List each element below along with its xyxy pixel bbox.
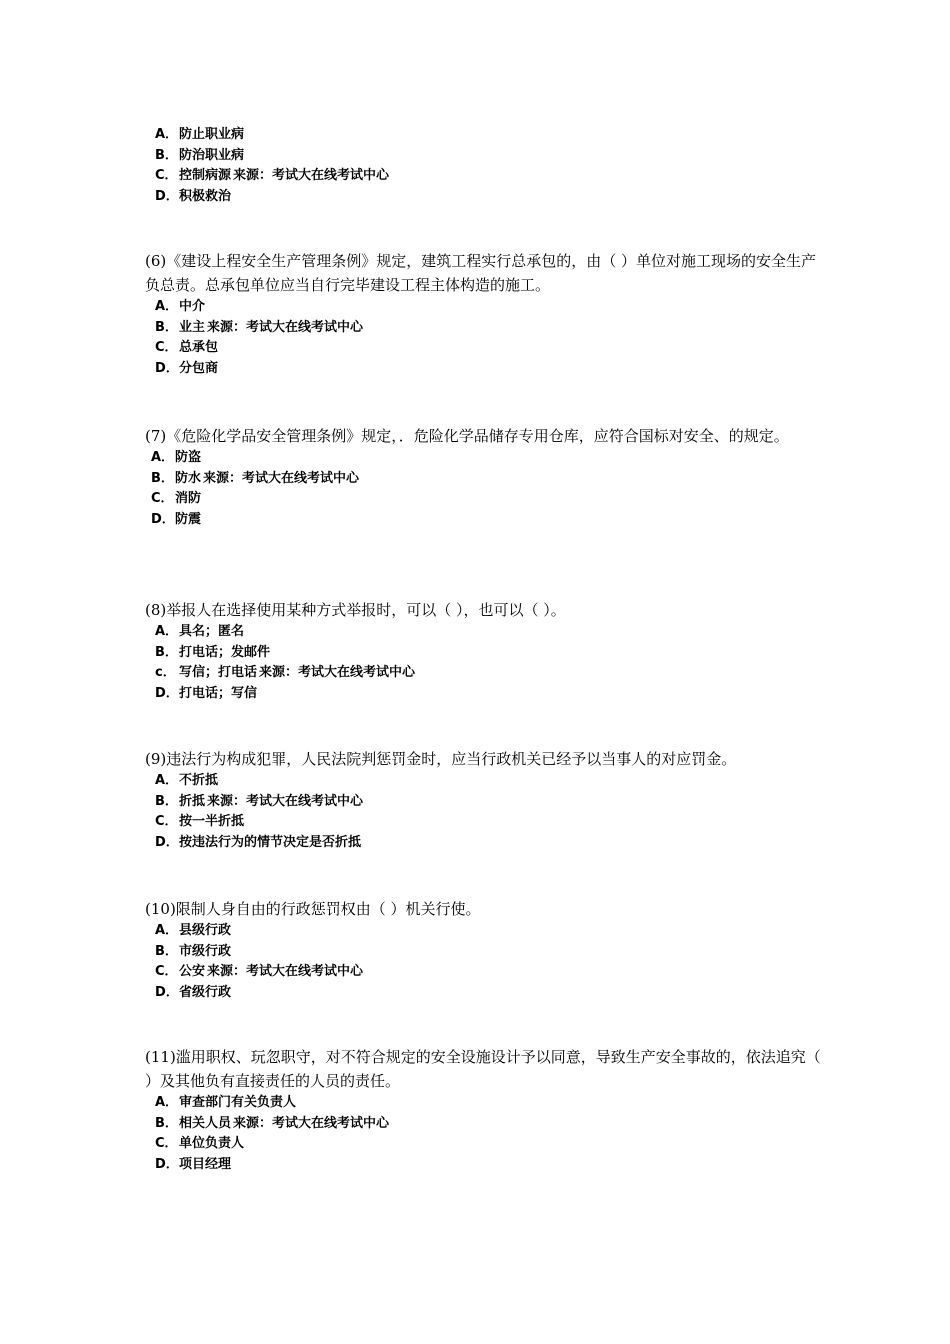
option-text: 打电话；写信 (179, 685, 258, 701)
option-text: 市级行政 (179, 943, 232, 959)
option-text: 防水 (175, 470, 202, 486)
option-letter: D． (155, 685, 179, 701)
option-text: 积极救治 (179, 188, 232, 204)
option-a (155, 1093, 825, 1114)
option-text: 审查部门有关负责人 (179, 1095, 297, 1110)
option-text: 防治职业病 (179, 147, 245, 163)
option-a (151, 448, 825, 469)
option-list (145, 297, 825, 379)
option-d (155, 1155, 825, 1176)
option-a (155, 622, 825, 643)
option-letter: A． (155, 624, 179, 639)
option-c (155, 1134, 825, 1155)
question-block-10 (145, 897, 825, 1003)
option-letter: B． (155, 1115, 178, 1131)
source-note: 来源：考试大在线考试中心 (207, 793, 364, 809)
option-text: 分包商 (179, 360, 219, 376)
question-text: (6)《建设上程安全生产管理条例》规定，建筑工程实行总承包的，由（ ）单位对施工现场的安全生产负总责。总承包单位应当自行完毕建设工程主体构造的施工。 (145, 252, 817, 294)
option-c (155, 962, 825, 983)
option-text: 县级行政 (179, 923, 232, 938)
option-letter: c． (155, 665, 176, 680)
option-b (155, 318, 825, 339)
option-letter: A． (155, 773, 179, 788)
option-text: 按违法行为的情节决定是否折抵 (179, 834, 362, 850)
option-text: 具名；匿名 (179, 624, 245, 639)
option-text: 控制病源 (179, 168, 232, 183)
option-b (155, 792, 825, 813)
option-d (155, 833, 825, 854)
question-text: (7)《危险化学品安全管理条例》规定，．危险化学品储存专用仓库，应符合国标对安全、的规定。 (145, 427, 789, 445)
option-letter: C． (155, 964, 178, 979)
option-text: 公安 (179, 964, 206, 979)
question-text: (11)滥用职权、玩忽职守，对不符合规定的安全设施设计予以同意，导致生产安全事故的，依法追究（ ）及其他负有直接责任的人员的责任。 (145, 1048, 821, 1090)
option-text: 项目经理 (179, 1156, 232, 1172)
option-list (145, 771, 825, 853)
option-a (155, 297, 825, 318)
option-letter: D． (155, 834, 179, 850)
option-text: 中介 (179, 299, 206, 314)
source-note: 来源：考试大在线考试中心 (233, 1115, 390, 1131)
option-text: 不折抵 (179, 773, 219, 788)
option-text: 折抵 (179, 793, 206, 809)
source-note: 来源：考试大在线考试中心 (233, 168, 390, 183)
question-block-8 (145, 598, 825, 704)
option-b (155, 1114, 825, 1135)
option-letter: D． (155, 984, 179, 1000)
source-note: 来源：考试大在线考试中心 (207, 964, 364, 979)
option-text: 打电话；发邮件 (179, 644, 271, 660)
option-a (155, 125, 825, 146)
option-letter: B． (155, 147, 178, 163)
option-text: 相关人员 (179, 1115, 232, 1131)
option-d (155, 983, 825, 1004)
question-block-7 (145, 424, 825, 530)
question-text: (10)限制人身自由的行政惩罚权由（ ）机关行使。 (145, 900, 481, 918)
option-letter: C． (155, 1136, 178, 1151)
option-letter: C． (151, 491, 174, 506)
source-note: 来源：考试大在线考试中心 (259, 665, 416, 680)
option-text: 按一半折抵 (179, 814, 245, 829)
option-list (145, 622, 825, 704)
option-d (155, 187, 825, 208)
question-text: (9)违法行为构成犯罪，人民法院判惩罚金时，应当行政机关已经予以当事人的对应罚金。 (145, 750, 737, 768)
option-letter: D． (155, 360, 179, 376)
option-list (145, 921, 825, 1003)
option-b (155, 146, 825, 167)
source-note: 来源：考试大在线考试中心 (203, 470, 360, 486)
option-a (155, 771, 825, 792)
option-text: 业主 (179, 319, 206, 335)
option-c (155, 166, 825, 187)
option-letter: B． (155, 319, 178, 335)
option-text: 总承包 (179, 340, 219, 355)
option-text: 防盗 (175, 450, 202, 465)
option-c (151, 489, 825, 510)
option-letter: D． (155, 188, 179, 204)
option-letter: A． (155, 299, 179, 314)
source-note: 来源：考试大在线考试中心 (207, 319, 364, 335)
question-block-11 (145, 1045, 825, 1175)
option-text: 防震 (175, 511, 202, 527)
option-letter: B． (155, 793, 178, 809)
option-a (155, 921, 825, 942)
option-c (155, 663, 825, 684)
option-letter: D． (151, 511, 175, 527)
option-letter: B． (151, 470, 174, 486)
option-letter: B． (155, 943, 178, 959)
option-list (145, 1093, 825, 1175)
option-b (155, 643, 825, 664)
option-text: 防止职业病 (179, 127, 245, 142)
option-d (151, 510, 825, 531)
option-list (145, 125, 825, 207)
option-letter: A． (155, 923, 179, 938)
option-letter: A． (155, 127, 179, 142)
option-letter: A． (155, 1095, 179, 1110)
option-letter: B． (155, 644, 178, 660)
question-text: (8)举报人在选择使用某种方式举报时，可以（ ），也可以（ ）。 (145, 601, 566, 619)
option-letter: C． (155, 168, 178, 183)
option-d (155, 684, 825, 705)
option-letter: D． (155, 1156, 179, 1172)
option-d (155, 359, 825, 380)
question-block-6 (145, 249, 825, 379)
question-block-5 (145, 125, 825, 207)
option-letter: C． (155, 814, 178, 829)
option-letter: C． (155, 340, 178, 355)
option-text: 单位负责人 (179, 1136, 245, 1151)
option-text: 省级行政 (179, 984, 232, 1000)
option-b (151, 469, 825, 490)
option-text: 消防 (175, 491, 202, 506)
option-text: 写信；打电话 (179, 665, 258, 680)
option-list (145, 448, 825, 530)
option-c (155, 812, 825, 833)
question-block-9 (145, 747, 825, 853)
option-b (155, 942, 825, 963)
option-letter: A． (151, 450, 175, 465)
option-c (155, 338, 825, 359)
